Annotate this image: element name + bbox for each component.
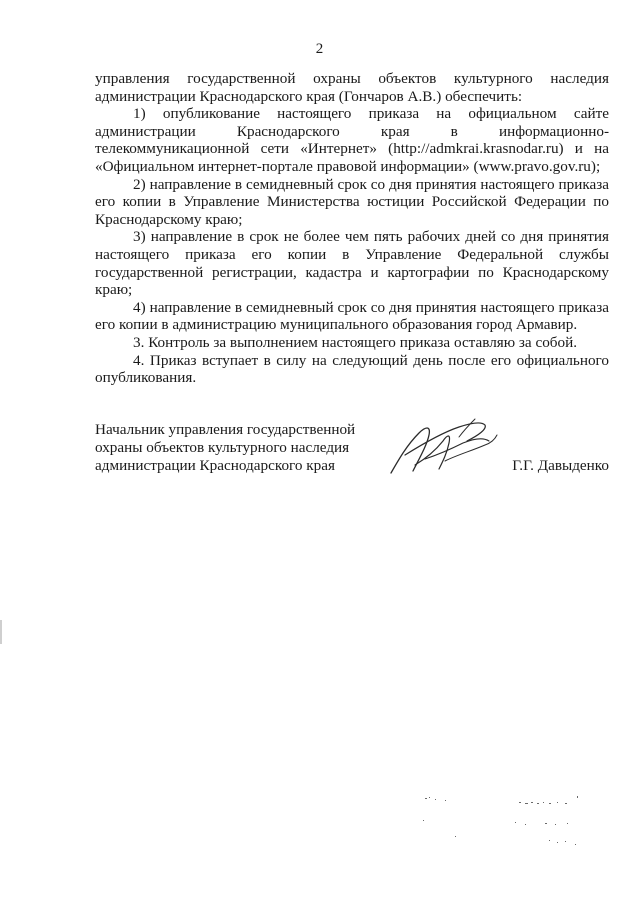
paragraph-item-2: 2) направление в семидневный срок со дня принятия настоящего приказа его копии в Управление Министерства юстиции Российской Федерации по Краснодарскому краю; (95, 175, 609, 228)
signer-name: Г.Г. Давыденко (512, 457, 609, 474)
paragraph-intro: управления государственной охраны объектов культурного наследия администрации Краснодарского края (Гончаров А.В.) обеспечить: (95, 70, 609, 105)
document-body (95, 70, 609, 387)
scan-noise (415, 790, 595, 860)
signer-title-line: Начальник управления государственной (95, 421, 356, 438)
page-number: 2 (315, 41, 324, 57)
signer-title-line: охраны объектов культурного наследия (95, 439, 350, 456)
paragraph-control-clause: 3. Контроль за выполнением настоящего приказа оставляю за собой. (133, 333, 578, 351)
signature-block (95, 421, 609, 481)
paragraph-item-4: 4) направление в семидневный срок со дня принятия настоящего приказа его копии в администрацию муниципального образования город Армавир. (95, 298, 609, 334)
signer-title-line: администрации Краснодарского края (95, 457, 335, 474)
paragraph-effective-clause: 4. Приказ вступает в силу на следующий день после его официального опубликования. (95, 351, 609, 387)
scan-edge-mark (0, 620, 2, 644)
paragraph-item-3: 3) направление в срок не более чем пять рабочих дней со дня принятия настоящего приказа его копии в Управление Федеральной службы государственной регистрации, кадастра и картографии по Краснодарскому краю; (95, 228, 609, 299)
handwritten-signature (385, 415, 505, 479)
signer-title (95, 421, 385, 475)
paragraph-item-1: 1) опубликование настоящего приказа на официальном сайте администрации Краснодарского края в информационно-телекоммуникационной сети «Интернет» (http://admkrai.krasnodar.ru) и на «Официальном интернет-портале правовой информации» (www.pravo.gov.ru); (95, 105, 609, 175)
